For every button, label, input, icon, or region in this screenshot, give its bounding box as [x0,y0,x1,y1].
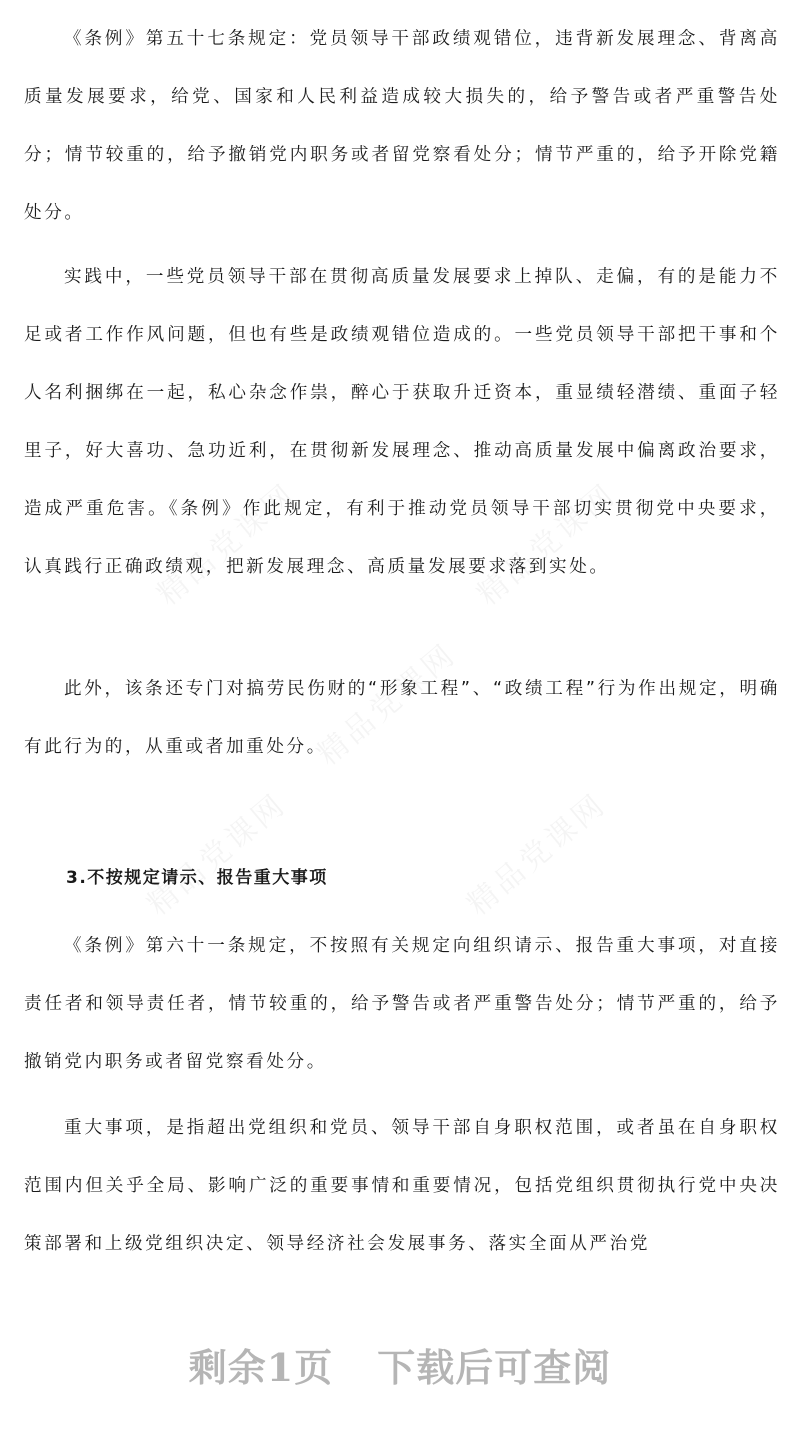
watermark-text [456,781,615,924]
paragraph-practice: 实践中，一些党员领导干部在贯彻高质量发展要求上掉队、走偏，有的是能力不足或者工作作风问题，但也有些是政绩观错位造成的。一些党员领导干部把干事和个人名利捆绑在一起，私心杂念作祟，醉心于获取升迁资本，重显绩轻潜绩、重面子轻里子，好大喜功、急功近利，在贯彻新发展理念、推动高质量发展中偏离政治要求，造成严重危害。《条例》作此规定，有利于推动党员领导干部切实贯彻党中央要求，认真践行正确政绩观，把新发展理念、高质量发展要求落到实处。 [24,267,780,577]
remaining-pages-text: 剩余1页 [188,1345,334,1390]
paragraph-image-projects: 此外，该条还专门对搞劳民伤财的“形象工程”、“政绩工程”行为作出规定，明确有此行为的，从重或者加重处分。 [24,679,780,757]
download-to-view-text: 下载后可查阅 [377,1345,612,1390]
watermark-text [136,781,295,924]
paragraph-article-57: 《条例》第五十七条规定：党员领导干部政绩观错位，违背新发展理念、背离高质量发展要求，给党、国家和人民利益造成较大损失的，给予警告或者严重警告处分；情节较重的，给予撤销党内职务或者留党察看处分；情节严重的，给予开除党籍处分。 [24,29,780,223]
download-prompt-banner[interactable] [0,1338,800,1398]
section-heading: 3.不按规定请示、报告重大事项 [66,868,328,888]
paragraph-article-61: 《条例》第六十一条规定，不按照有关规定向组织请示、报告重大事项，对直接责任者和领导责任者，情节较重的，给予警告或者严重警告处分；情节严重的，给予撤销党内职务或者留党察看处分。 [24,936,780,1072]
paragraph-major-matters: 重大事项，是指超出党组织和党员、领导干部自身职权范围，或者虽在自身职权范围内但关乎全局、影响广泛的重要事情和重要情况，包括党组织贯彻执行党中央决策部署和上级党组织决定、领导经济社会发展事务、落实全面从严治党 [24,1118,780,1254]
